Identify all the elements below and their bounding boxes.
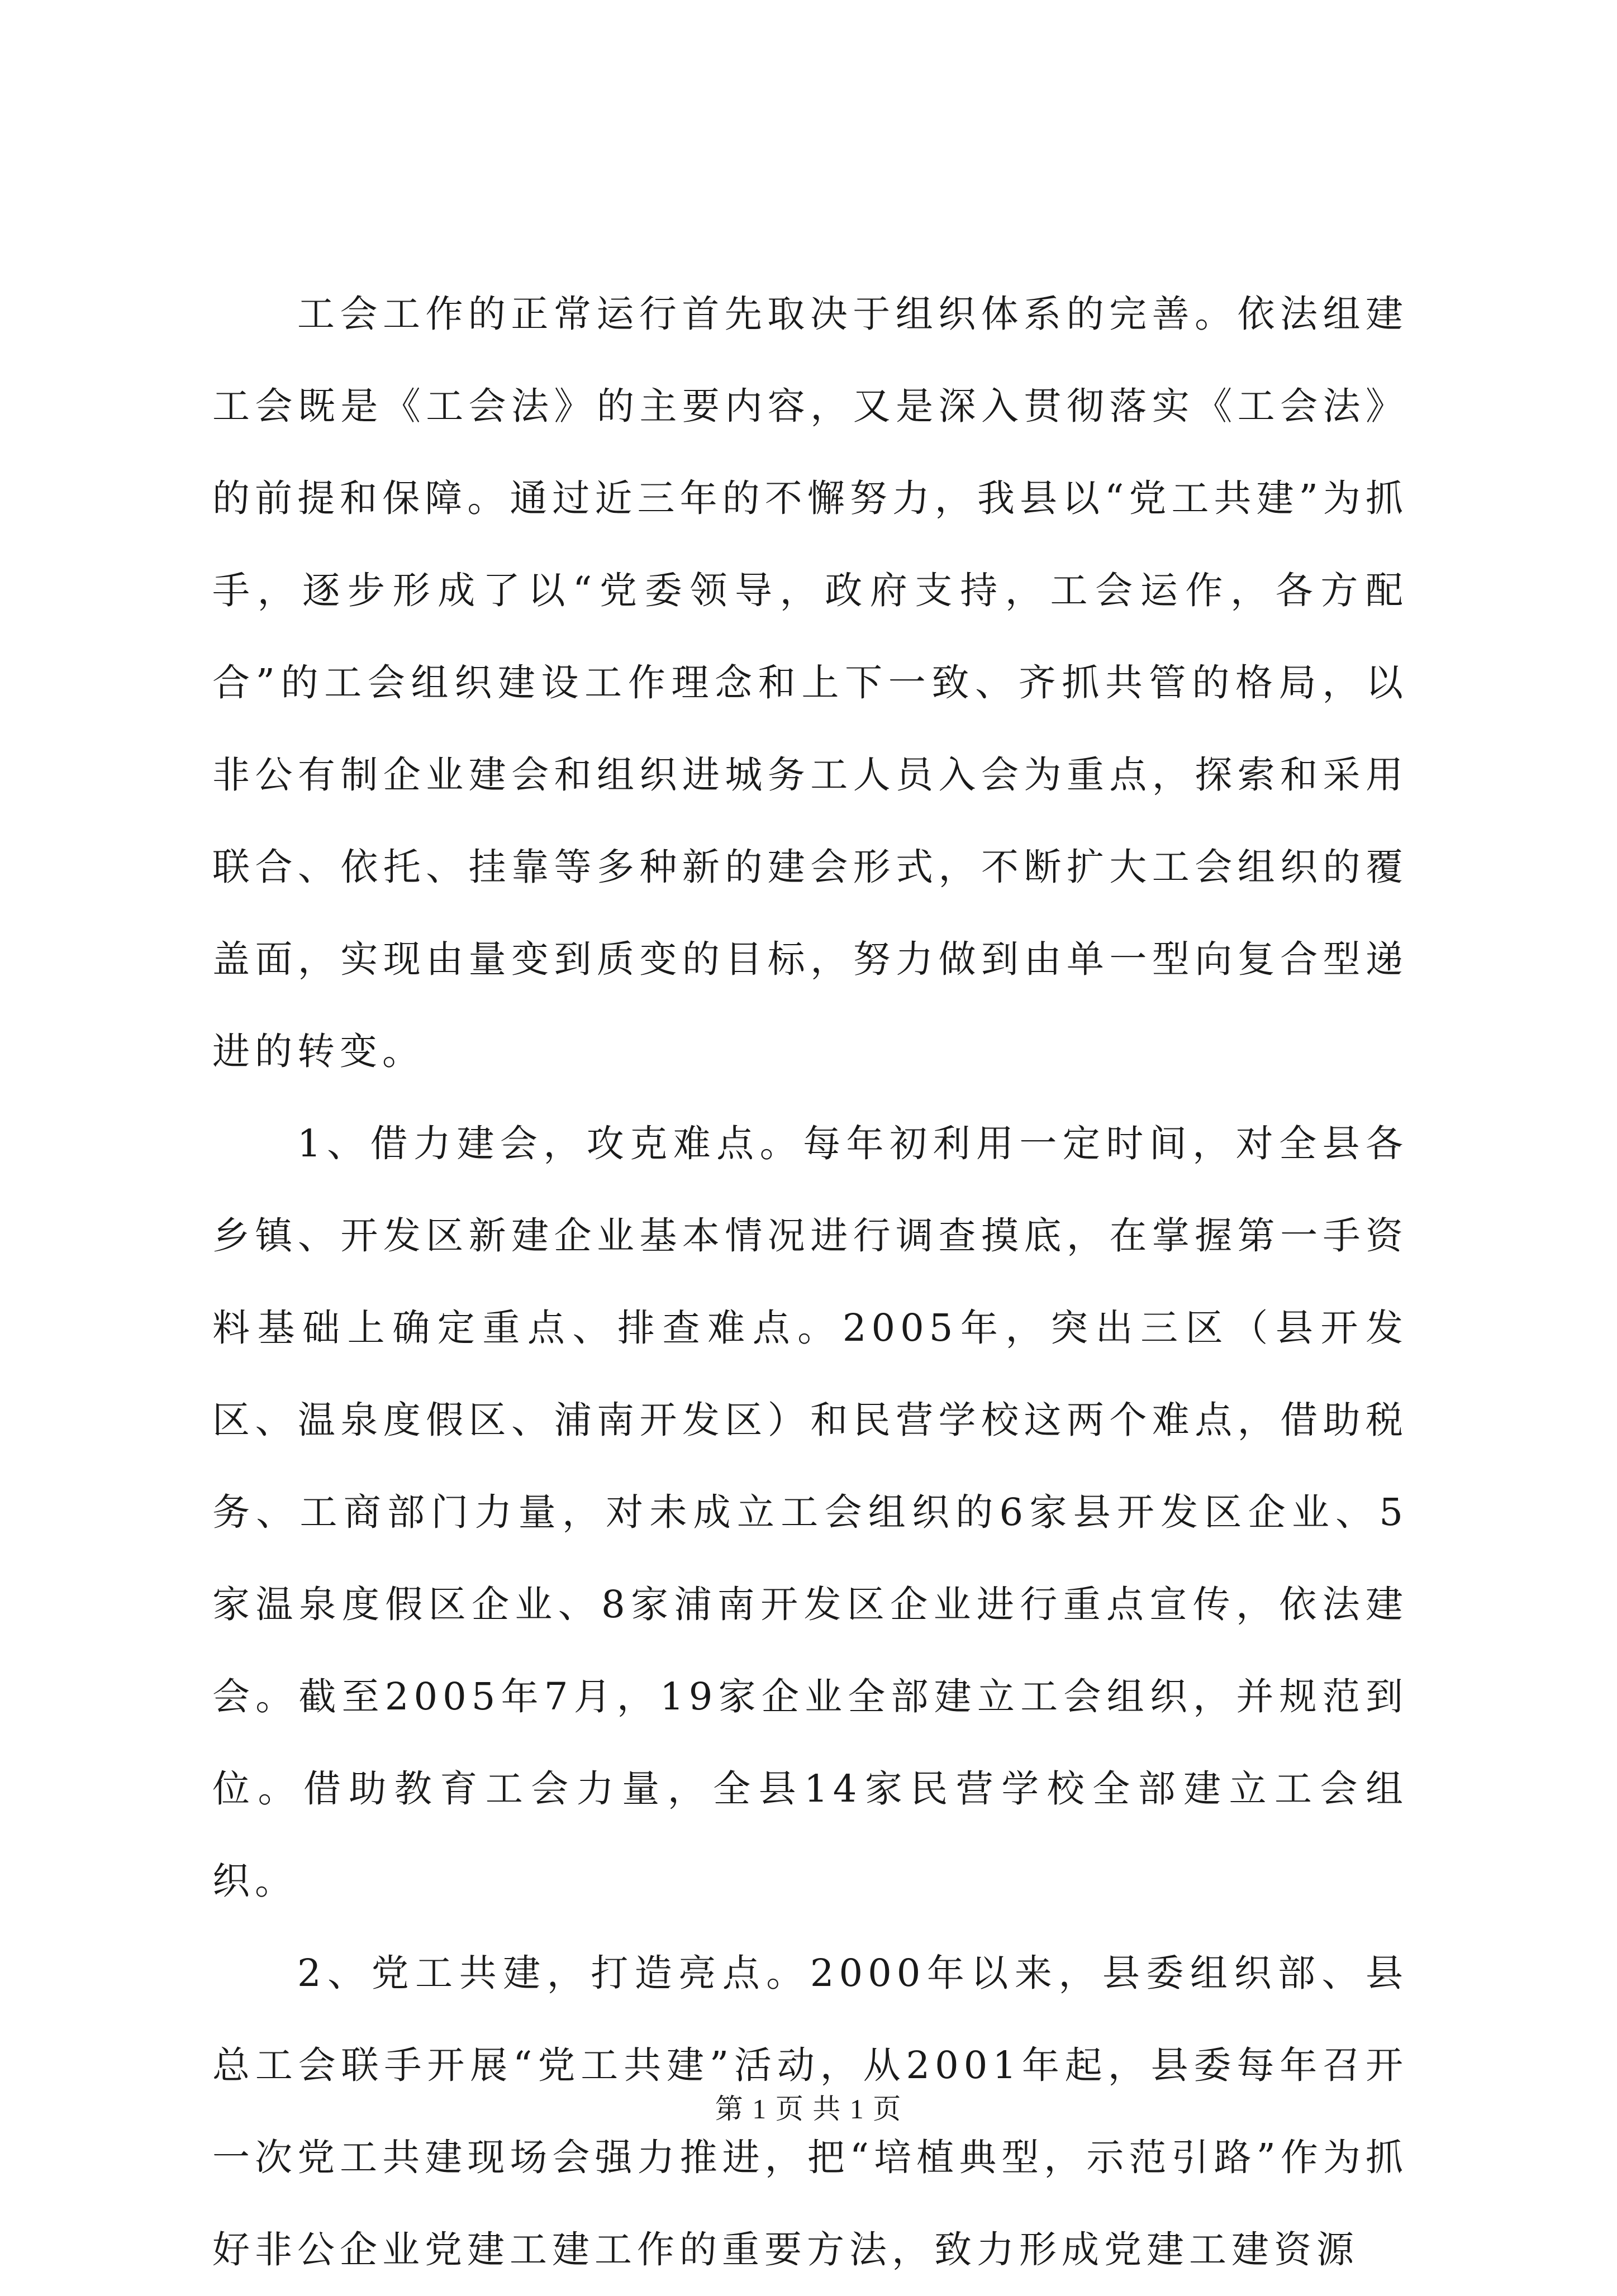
page-footer: 第 1 页 共 1 页 bbox=[715, 2093, 902, 2124]
paragraph-point-1: 1、借力建会，攻克难点。每年初利用一定时间，对全县各乡镇、开发区新建企业基本情况进行调查摸底，在掌握第一手资料基础上确定重点、排查难点。2005年，突出三区（县开发区、温泉度假区、浦南开发区）和民营学校这两个难点，借助税务、工商部门力量，对未成立工会组织的6家县开发区企业、5家温泉度假区企业、8家浦南开发区企业进行重点宣传，依法建会。截至2005年7月，19家企业全部建立工会组织，并规范到位。借助教育工会力量，全县14家民营学校全部建立工会组织。 bbox=[212, 1122, 1408, 1903]
paragraph-intro: 工会工作的正常运行首先取决于组织体系的完善。依法组建工会既是《工会法》的主要内容，又是深入贯彻落实《工会法》的前提和保障。通过近三年的不懈努力，我县以“党工共建”为抓手，逐步形成了以“党委领导，政府支持，工会运作，各方配合”的工会组织建设工作理念和上下一致、齐抓共管的格局，以非公有制企业建会和组织进城务工人员入会为重点，探索和采用联合、依托、挂靠等多种新的建会形式，不断扩大工会组织的覆盖面，实现由量变到质变的目标，努力做到由单一型向复合型递进的转变。 bbox=[212, 292, 1408, 1073]
paragraph-point-2: 2、党工共建，打造亮点。2000年以来，县委组织部、县总工会联手开展“党工共建”活动，从2001年起，县委每年召开一次党工共建现场会强力推进，把“培植典型，示范引路”作为抓好非公企业党建工建工作的重要方法，致力形成党建工建资源 bbox=[212, 1951, 1408, 2271]
document-body bbox=[212, 268, 1408, 2296]
